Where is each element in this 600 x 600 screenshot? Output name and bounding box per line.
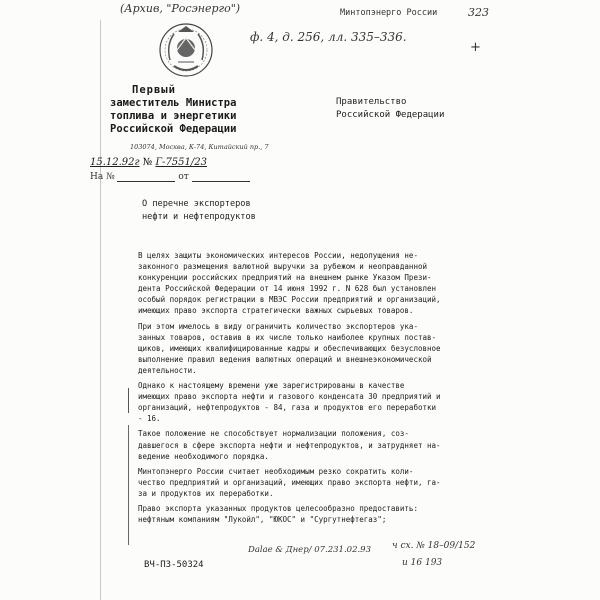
body-line: При этом имелось в виду ограничить количество экспортеров ука- [138, 321, 418, 331]
body-line: законного размещения валютной выручки за рубежом и неоправданной [138, 262, 427, 272]
document-code: ВЧ-ПЗ-50324 [144, 560, 204, 570]
margin-mark [128, 500, 129, 545]
handwritten-incoming-number-suffix: и 16 193 [402, 558, 443, 568]
handwritten-archive-note: (Архив, "Росэнерго") [120, 2, 241, 15]
body-line: особый порядок регистрации в МВЭС России предприятий и организаций, [138, 295, 441, 305]
sender-line: Российской Федерации [110, 123, 237, 135]
date-number-row [90, 157, 207, 168]
body-line: имеющих право экспорта нефти и газового конденсата 30 предприятий и [138, 392, 441, 402]
body-line: щиков, имеющих квалифицированные кадры и обеспечивающих безусловное [138, 343, 441, 353]
recipient-block [336, 96, 444, 122]
recipient-line: Российской Федерации [336, 110, 445, 120]
handwritten-incoming-number: ч сх. № 18–09/152 [392, 541, 476, 551]
letter-subject [142, 198, 256, 224]
sender-line: Первый [132, 84, 176, 96]
body-line: давшегося в сфере экспорта нефти и нефтепродуктов, и затрудняет на- [138, 440, 441, 450]
body-line: Такое положение не способствует нормализации положения, соз- [138, 429, 409, 439]
sender-block [110, 84, 236, 136]
body-line: - 16. [138, 414, 161, 424]
sender-line: заместитель Министра [110, 97, 237, 109]
body-line: Однако к настоящему времени уже зарегистрированы в качестве [138, 381, 405, 391]
body-line: конкуренции российских предприятий на внешнем рынке Указом Прези- [138, 273, 432, 283]
body-line: имеющих право экспорта стратегически важных сырьевых товаров. [138, 306, 414, 316]
body-line: организаций, нефтепродуктов - 84, газа и продуктов его переработки [138, 403, 437, 413]
plus-mark-icon: + [470, 40, 481, 55]
body-line: Минтопэнерго России считает необходимым резко сократить коли- [138, 466, 414, 476]
margin-mark [128, 425, 129, 500]
ref-label-na: На № [90, 172, 115, 182]
sender-address: 103074, Москва, К-74, Китайский пр., 7 [130, 143, 269, 151]
recipient-line: Правительство [336, 97, 407, 107]
subject-line: нефти и нефтепродуктов [142, 212, 256, 222]
ref-blank-line [117, 172, 175, 182]
letter-date: 15.12.92г [90, 157, 140, 168]
margin-mark [128, 388, 129, 413]
ref-blank-line [192, 172, 250, 182]
body-line: чество предприятий и организаций, имеющих право экспорта нефти, га- [138, 477, 441, 487]
body-line: нефтяным компаниям "Лукойл", "ЮКОС" и "Сургутнефтегаз"; [138, 515, 387, 525]
handwritten-bottom-note: Dalae & Днер/ 07.231.02.93 [248, 545, 371, 555]
number-label: № [142, 157, 153, 168]
reference-row [90, 172, 250, 182]
body-line: за и продуктов их переработки. [138, 488, 274, 498]
ref-label-ot: от [178, 172, 189, 182]
sender-line: топлива и энергетики [110, 110, 237, 122]
page-fold-shadow [100, 20, 101, 600]
coat-of-arms-emblem [156, 20, 216, 80]
letter-number: Г-7551/23 [155, 157, 207, 168]
handwritten-page-number: 323 [468, 6, 489, 19]
body-line: дента Российской Федерации от 14 июня 1992 г. N 628 был установлен [138, 284, 437, 294]
handwritten-archive-reference: ф. 4, д. 256, лл. 335–336. [250, 30, 407, 44]
body-line: занных товаров, оставив в их числе только наиболее крупных постав- [138, 332, 437, 342]
subject-line: О перечне экспортеров [142, 199, 251, 209]
body-line: В целях защиты экономических интересов России, недопущения не- [138, 251, 418, 260]
body-line: Право экспорта указанных продуктов целесообразно предоставить: [138, 503, 418, 513]
letter-body [138, 250, 578, 525]
body-line: выполнение правил ведения валютных операций и внешнеэкономической [138, 354, 432, 364]
body-line: ведение необходимого порядка. [138, 451, 269, 461]
ministry-header-stamp: Минтопэнерго России [340, 8, 438, 18]
body-line: деятельности. [138, 365, 197, 375]
